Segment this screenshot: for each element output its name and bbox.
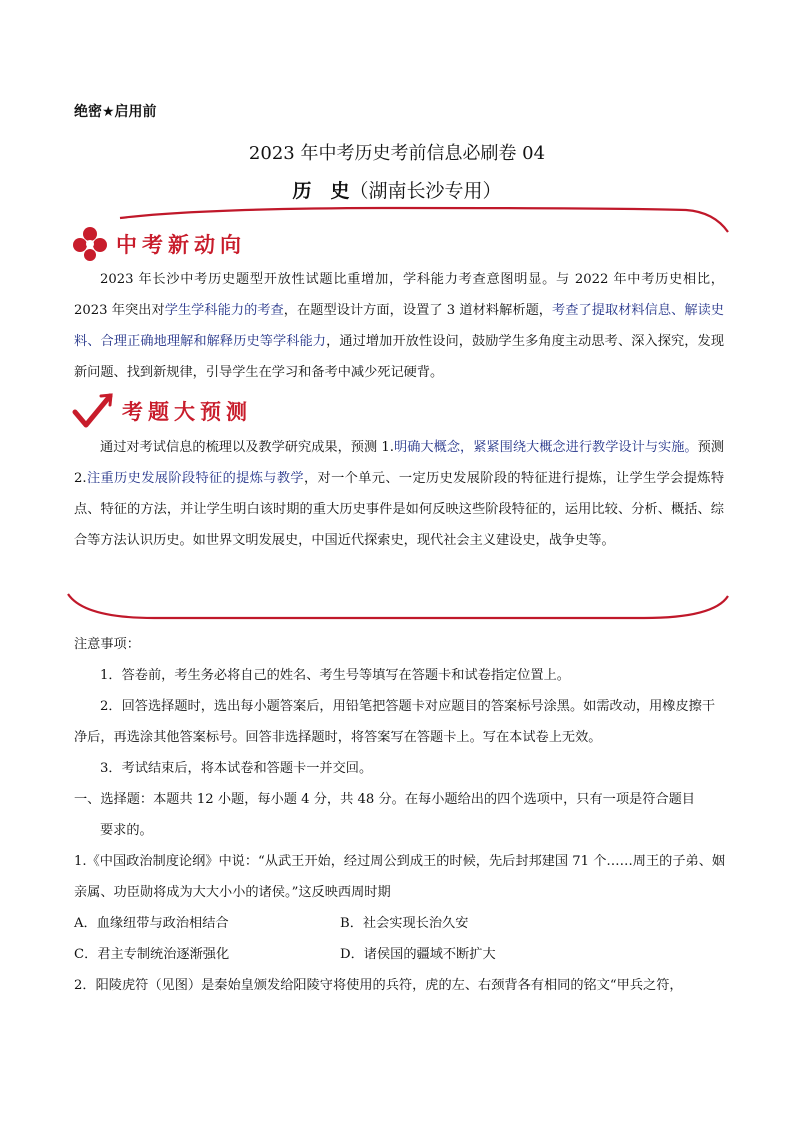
question-1-stem: 1.《中国政治制度论纲》中说：“从武王开始，经过周公到成王的时候，先后封邦建国 71 个……周王的子弟、姻亲属、功臣勋将成为大大小小的诸侯。”这反映西周时期 xyxy=(74,854,726,900)
notice-item: 3．考试结束后，将本试卷和答题卡一并交回。 xyxy=(100,761,373,776)
page-title: 2023 年中考历史考前信息必刷卷 04 xyxy=(248,143,546,164)
notice-item: 1．答卷前，考生务必将自己的姓名、考生号等填写在答题卡和试卷指定位置上。 xyxy=(100,668,570,683)
section-heading-trends xyxy=(72,226,246,262)
question-1-options-row2 xyxy=(74,939,728,970)
text-segment: ，在题型设计方面，设置了 3 道材料解析题， xyxy=(283,303,553,318)
text-segment: ，对一个单元、一定历史发展阶段的特征进行提炼，让学生学会提炼特点、特征的方法，并让学生明白该时期的重大历史事件是如何反映这些阶段特征的，运用比较、分析、概括、综合等方法认识历史。如世界文明发展史，中国近代探索史，现代社会主义建设史，战争史等。 xyxy=(74,471,725,548)
option-b[interactable]: B．社会实现长治久安 xyxy=(340,916,469,931)
subject-label: 历 史 xyxy=(292,180,350,202)
checkmark-arrow-icon xyxy=(72,392,114,430)
secret-label: 绝密★启用前 xyxy=(74,104,157,120)
region-label: （湖南长沙专用） xyxy=(349,180,502,202)
highlight-segment: 注重历史发展阶段特征的提炼与教学 xyxy=(86,471,304,486)
text-segment: ，通过增加开放性设问，鼓励学生多角度主动思考、深入探究，发现新问题、找到新规律，引导学生在学习和备考中减少死记硬背。 xyxy=(74,334,725,380)
text-segment: 2023 年长沙中考历史题型开放性试题比重增加，学科能力考查意图明显。与 2022 年中考历史相比，2023 年突出对 xyxy=(74,272,724,318)
text-segment: 通过对考试信息的梳理以及教学研究成果，预测 1. xyxy=(100,440,394,455)
section-heading-label: 考题大预测 xyxy=(122,400,252,424)
option-a[interactable]: A．血缘纽带与政治相结合 xyxy=(74,916,229,931)
highlight-segment: 明确大概念，紧紧围绕大概念进行教学设计与实施。 xyxy=(394,440,698,455)
section-heading-label: 中考新动向 xyxy=(116,233,246,257)
option-c[interactable]: C．君主专制统治逐渐强化 xyxy=(74,947,230,962)
text-segment: 预测 2. xyxy=(74,440,725,486)
option-d[interactable]: D．诸侯国的疆域不断扩大 xyxy=(340,947,496,962)
trends-paragraph xyxy=(74,264,724,388)
highlight-segment: 考查了提取材料信息、解读史料、合理正确地理解和解释历史等学科能力 xyxy=(74,303,724,349)
prediction-paragraph xyxy=(74,432,724,556)
notices-heading: 注意事项： xyxy=(74,637,140,652)
flower-icon xyxy=(72,226,108,262)
part1-heading: 一、选择题：本题共 12 小题，每小题 4 分，共 48 分。在每小题给出的四个选项中，只有一项是符合题目 xyxy=(74,792,695,807)
part1-heading-cont: 要求的。 xyxy=(100,823,153,838)
section-heading-prediction xyxy=(72,392,252,430)
notice-item: 2．回答选择题时，选出每小题答案后，用铅笔把答题卡对应题目的答案标号涂黑。如需改动，用橡皮擦干净后，再选涂其他答案标号。回答非选择题时，将答案写在答题卡上。写在本试卷上无效。 xyxy=(74,699,716,745)
exam-body xyxy=(74,629,728,1001)
highlight-segment: 学生学科能力的考查 xyxy=(164,303,284,318)
page-subtitle xyxy=(0,176,794,203)
question-2-stem: 2．阳陵虎符（见图）是秦始皇颁发给阳陵守将使用的兵符，虎的左、右颈背各有相同的铭文“甲兵之符， xyxy=(74,978,683,993)
question-1-options-row1 xyxy=(74,908,728,939)
